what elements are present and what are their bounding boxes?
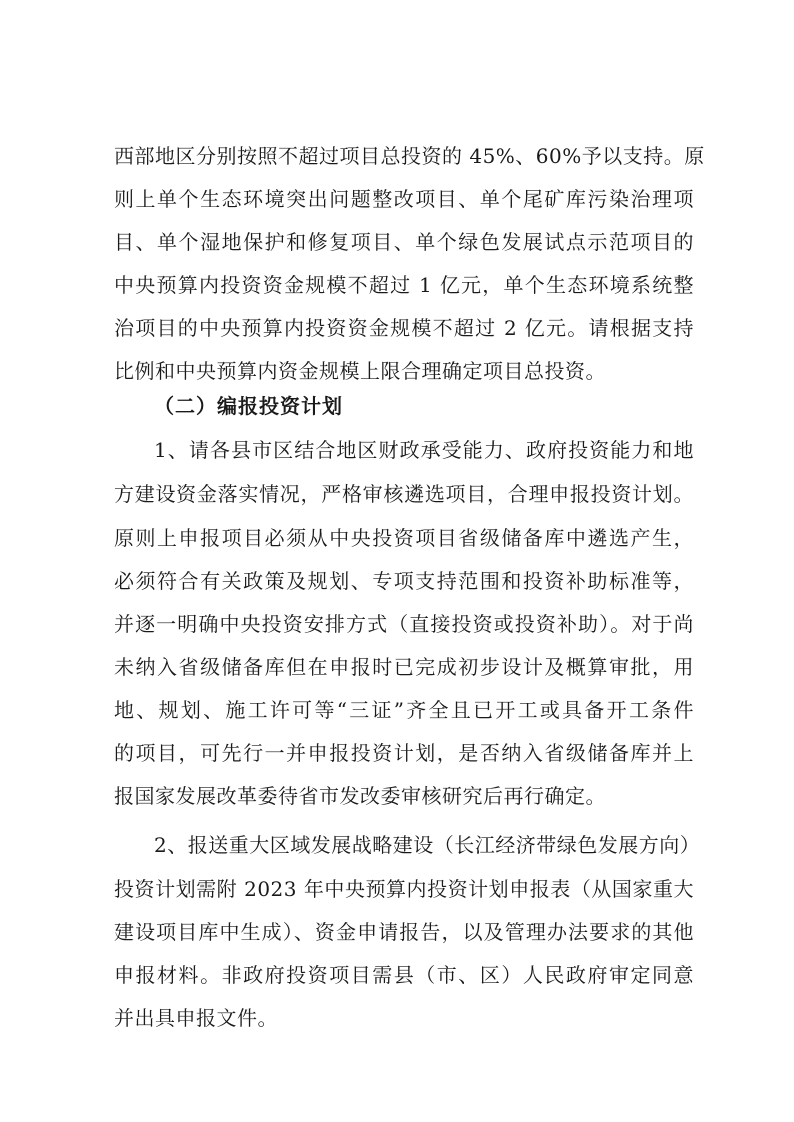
paragraph-1-line-2: 则上单个生态环境突出问题整改项目、单个尾矿库污染治理项 xyxy=(114,187,694,211)
paragraph-3-line-4: 申报材料。非政府投资项目需县（市、区）人民政府审定同意 xyxy=(114,963,694,987)
paragraph-2-line-7: 地、规划、施工许可等“三证”齐全且已开工或具备开工条件 xyxy=(114,698,694,722)
paragraph-2-line-1: 1、请各县市区结合地区财政承受能力、政府投资能力和地 xyxy=(154,438,694,462)
paragraph-1-line-3: 目、单个湿地保护和修复项目、单个绿色发展试点示范项目的 xyxy=(114,230,694,254)
paragraph-2-line-3: 原则上申报项目必须从中央投资项目省级储备库中遴选产生， xyxy=(114,526,694,550)
paragraph-2-line-4: 必须符合有关政策及规划、专项支持范围和投资补助标准等， xyxy=(114,569,694,593)
paragraph-1-line-6: 比例和中央预算内资金规模上限合理确定项目总投资。 xyxy=(114,359,606,383)
paragraph-1-line-1: 西部地区分别按照不超过项目总投资的 45%、60%予以支持。原 xyxy=(114,144,705,168)
paragraph-3-line-5: 并出具申报文件。 xyxy=(114,1006,278,1030)
paragraph-2-line-9: 报国家发展改革委待省市发改委审核研究后再行确定。 xyxy=(114,784,606,808)
paragraph-2-line-8: 的项目，可先行一并申报投资计划，是否纳入省级储备库并上 xyxy=(114,741,694,765)
paragraph-3-line-2: 投资计划需附 2023 年中央预算内投资计划申报表（从国家重大 xyxy=(114,877,694,901)
paragraph-2-line-2: 方建设资金落实情况，严格审核遴选项目，合理申报投资计划。 xyxy=(114,482,694,506)
paragraph-1-line-5: 治项目的中央预算内投资资金规模不超过 2 亿元。请根据支持 xyxy=(114,316,694,340)
paragraph-3-line-3: 建设项目库中生成）、资金申请报告，以及管理办法要求的其他 xyxy=(114,920,694,944)
paragraph-1-line-4: 中央预算内投资资金规模不超过 1 亿元，单个生态环境系统整 xyxy=(114,273,694,297)
paragraph-2-line-5: 并逐一明确中央投资安排方式（直接投资或投资补助）。对于尚 xyxy=(114,612,694,636)
paragraph-3-line-1: 2、报送重大区域发展战略建设（长江经济带绿色发展方向） xyxy=(154,833,701,857)
section-heading: （二）编报投资计划 xyxy=(154,394,343,418)
paragraph-2-line-6: 未纳入省级储备库但在申报时已完成初步设计及概算审批，用 xyxy=(114,655,694,679)
